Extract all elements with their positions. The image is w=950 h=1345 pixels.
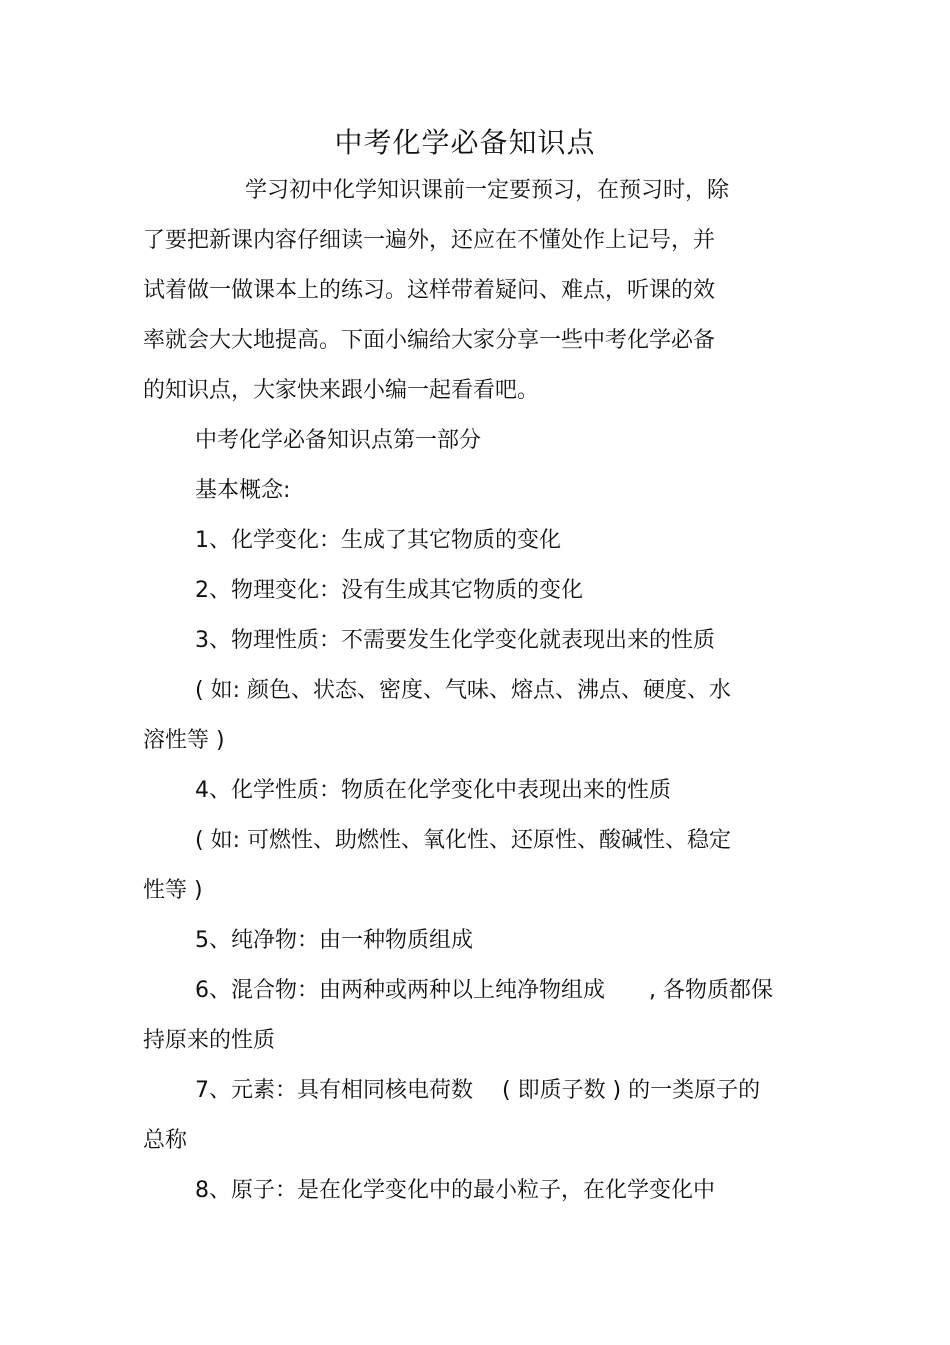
list-item: 持原来的性质 (143, 1028, 276, 1053)
paragraph-line: 的知识点，大家快来跟小编一起看看吧。 (143, 378, 540, 403)
paragraph-line: 了要把新课内容仔细读一遍外，还应在不懂处作上记号，并 (143, 228, 716, 253)
list-item-note: ( 如: 可燃性、助燃性、氧化性、还原性、酸碱性、稳定 (195, 828, 731, 853)
paragraph-line: 试着做一做课本上的练习。这样带着疑问、难点，听课的效 (143, 278, 716, 303)
list-item-note: 溶性等 ) (143, 728, 225, 753)
page-title: 中考化学必备知识点 (334, 126, 596, 159)
list-item: 6、混合物：由两种或两种以上纯净物组成 , 各物质都保 (195, 978, 773, 1003)
paragraph-line: 率就会大大地提高。下面小编给大家分享一些中考化学必备 (143, 328, 716, 353)
list-item-note: 性等 ) (143, 878, 203, 903)
list-item: 7、元素：具有相同核电荷数 ( 即质子数 ) 的一类原子的 (195, 1078, 761, 1103)
list-item: 1、化学变化：生成了其它物质的变化 (195, 528, 561, 553)
list-item: 5、纯净物：由一种物质组成 (195, 928, 473, 953)
list-item: 3、物理性质：不需要发生化学变化就表现出来的性质 (195, 628, 715, 653)
subsection-heading: 基本概念: (195, 478, 291, 503)
list-item: 4、化学性质：物质在化学变化中表现出来的性质 (195, 778, 671, 803)
list-item-note: ( 如: 颜色、状态、密度、气味、熔点、沸点、硬度、水 (195, 678, 731, 703)
list-item: 2、物理变化：没有生成其它物质的变化 (195, 578, 583, 603)
list-item: 8、原子：是在化学变化中的最小粒子，在化学变化中 (195, 1178, 715, 1203)
paragraph-line: 学习初中化学知识课前一定要预习，在预习时，除 (245, 178, 730, 203)
section-heading: 中考化学必备知识点第一部分 (195, 428, 482, 453)
list-item: 总称 (143, 1128, 188, 1153)
